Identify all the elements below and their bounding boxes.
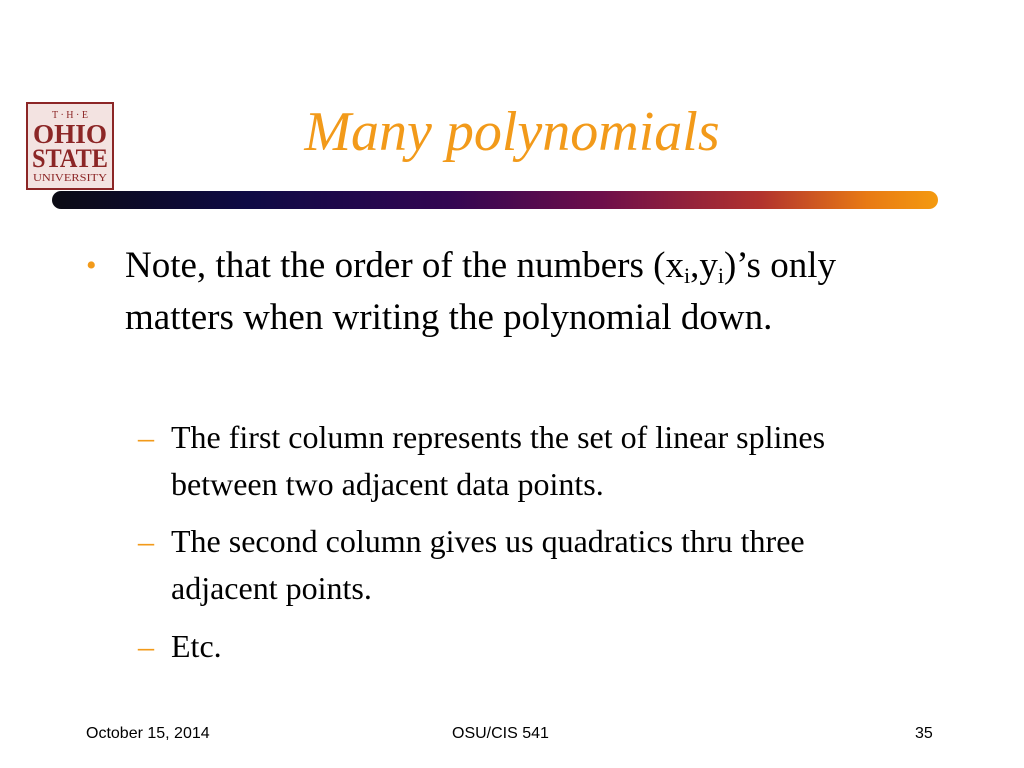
bullet-marker: • — [86, 249, 97, 282]
sub-bullet-marker: – — [138, 419, 154, 455]
sub-bullet-text: Etc. — [171, 628, 222, 664]
footer-date: October 15, 2014 — [86, 725, 210, 742]
title-divider-bar — [52, 191, 938, 209]
sub-bullet-marker: – — [138, 523, 154, 559]
footer-page-number: 35 — [915, 725, 933, 742]
sub-bullet-text: The second column gives us quadratics thru three adjacent points. — [171, 523, 805, 606]
bullet-text-part: )’s only matters when writing the polynomial down. — [125, 245, 836, 338]
bullet-text-part: Note, that the order of the numbers (x — [125, 245, 684, 286]
sub-bullet-text: The first column represents the set of linear splines between two adjacent data points. — [171, 419, 826, 502]
logo-top-text: T · H · E — [52, 110, 88, 121]
logo-line1: OHIO — [33, 119, 107, 149]
sub-bullet-marker: – — [138, 628, 154, 664]
bullet-subscript: i — [683, 263, 691, 288]
slide-title: Many polynomials — [304, 101, 720, 163]
logo-line2: STATE — [32, 144, 108, 173]
bullet-text-part: ,y — [690, 245, 718, 286]
footer-course: OSU/CIS 541 — [452, 725, 549, 742]
bullet-text — [125, 240, 945, 344]
logo-line3: UNIVERSITY — [33, 173, 107, 184]
bullet-subscript: i — [717, 263, 724, 288]
